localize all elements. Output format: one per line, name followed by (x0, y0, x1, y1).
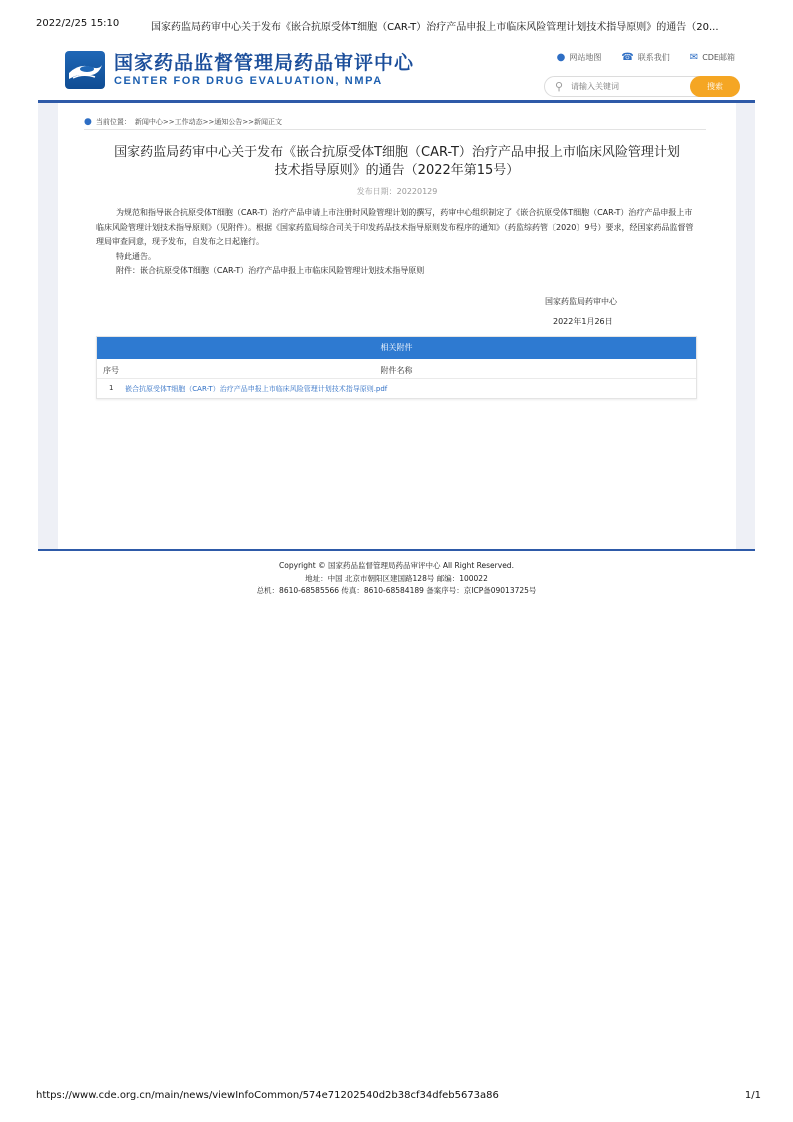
body-paragraph: 附件：嵌合抗原受体T细胞（CAR-T）治疗产品申报上市临床风险管理计划技术指导原则 (116, 266, 425, 275)
sitemap-link[interactable] (557, 52, 602, 63)
footer-divider (38, 549, 755, 551)
attachments-table (96, 336, 697, 399)
signatory: 国家药监局药审中心 (545, 297, 617, 306)
article-title-line2: 技术指导原则》的通告（2022年第15号） (274, 163, 520, 178)
article-body (96, 206, 698, 279)
search-icon: ⚲ (555, 80, 564, 93)
sign-date: 2022年1月26日 (553, 317, 613, 326)
print-page-number: 1/1 (744, 1090, 761, 1101)
site-name-cn[interactable]: 国家药品监督管理局药品审评中心 (114, 52, 415, 74)
attachment-link[interactable]: 嵌合抗原受体T细胞（CAR-T）治疗产品申报上市临床风险管理计划技术指导原则.pdf (125, 385, 388, 393)
print-page-title: 国家药监局药审中心关于发布《嵌合抗原受体T细胞（CAR-T）治疗产品申报上市临床风险管理计划技术指导原则》的通告（20... (151, 22, 719, 33)
breadcrumb-label: 当前位置： (95, 117, 131, 126)
site-header (38, 40, 755, 103)
search-button[interactable]: 搜索 (690, 76, 740, 97)
row-index: 1 (109, 384, 114, 392)
body-paragraph: 特此通告。 (116, 251, 156, 261)
article-title-line1: 国家药监局药审中心关于发布《嵌合抗原受体T细胞（CAR-T）治疗产品申报上市临床风险管理计划 (114, 145, 680, 160)
phone-icon: ☎ (621, 52, 634, 63)
attachments-column-header (97, 359, 696, 379)
sitemap-link-label: 网站地图 (569, 53, 602, 62)
print-timestamp: 2022/2/25 15:10 (36, 18, 120, 29)
body-paragraph: 为规范和指导嵌合抗原受体T细胞（CAR-T）治疗产品申请上市注册时风险管理计划的撰写，药审中心组织制定了《嵌合抗原受体T细胞（CAR-T）治疗产品申报上市临床风险管理计划技术指导原则》（见附件）。根据《国家药监局综合司关于印发药品技术指导原则发布程序的通知》（药监综药管〔2020〕9号）要求，经国家药品监督管理局审查同意，现予发布，自发布之日起施行。 (96, 208, 694, 246)
breadcrumb-path[interactable]: 新闻中心>>工作动态>>通知公告>>新闻正文 (134, 117, 283, 126)
footer-address: 地址：中国 北京市朝阳区建国路128号 邮编：100022 (305, 573, 488, 583)
cde-mail-link[interactable] (690, 52, 735, 63)
publish-date: 发布日期：20220129 (356, 187, 438, 196)
footer-copyright: Copyright © 国家药品监督管理局药品审评中心 All Right Reserved. (279, 561, 514, 570)
col-name-header: 附件名称 (380, 366, 413, 375)
location-pin-icon: ● (556, 52, 566, 63)
attachments-header: 相关附件 (97, 337, 696, 359)
breadcrumb (84, 114, 706, 130)
site-name-en[interactable]: CENTER FOR DRUG EVALUATION, NMPA (114, 75, 383, 87)
cde-mail-link-label: CDE邮箱 (702, 53, 735, 62)
article-title (90, 144, 704, 180)
contact-link-label: 联系我们 (637, 53, 670, 62)
top-links (557, 52, 735, 63)
location-pin-icon: ● (84, 116, 92, 127)
print-header (36, 18, 761, 32)
col-index-header: 序号 (103, 366, 119, 375)
print-url: https://www.cde.org.cn/main/news/viewInfoCommon/574e71202540d2b38cf34dfeb5673a86 (36, 1090, 499, 1101)
footer-contact: 总机：8610-68585566 传真：8610-68584189 备案序号：京ICP备09013725号 (256, 586, 537, 595)
print-footer (36, 1090, 761, 1101)
mail-icon: ✉ (689, 52, 699, 63)
site-footer (38, 560, 755, 598)
table-row (97, 379, 696, 398)
cde-logo-icon[interactable] (65, 51, 105, 89)
contact-link[interactable] (621, 52, 669, 63)
